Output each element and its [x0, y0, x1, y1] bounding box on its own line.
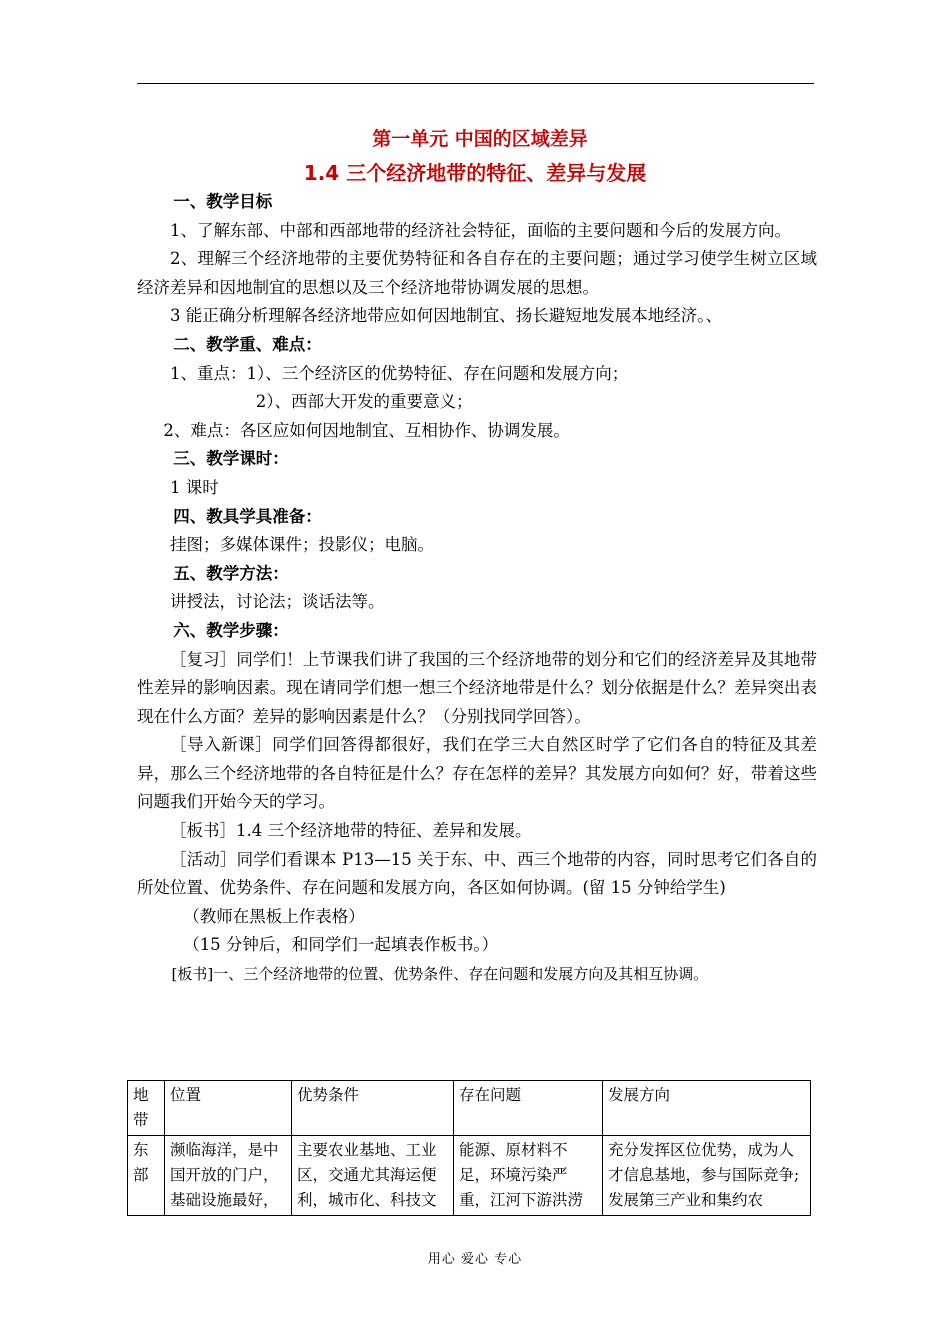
table-cell: 能源、原材料不足，环境污染严重，江河下游洪涝 [454, 1136, 603, 1216]
header-rule [137, 83, 814, 84]
table-cell: 东部 [128, 1136, 165, 1216]
header-cell: 发展方向 [603, 1081, 811, 1136]
table-cell: 濒临海洋，是中国开放的门户，基础设施最好， [165, 1136, 292, 1216]
header-cell: 地带 [128, 1081, 165, 1136]
paragraph: （教师在黑板上作表格） [183, 906, 365, 926]
section-heading: 三、教学课时： [173, 449, 289, 469]
lesson-title: 1.4 三个经济地带的特征、差异与发展 [303, 161, 647, 185]
page-footer: 用心 爱心 专心 [427, 1252, 523, 1267]
header-cell: 优势条件 [292, 1081, 454, 1136]
paragraph: 3 能正确分析理解各经济地带应如何因地制宜、扬长避短地发展本地经济。、 [170, 306, 722, 326]
unit-title: 第一单元 中国的区域差异 [372, 128, 588, 150]
header-cell: 位置 [165, 1081, 292, 1136]
lesson-body [137, 188, 817, 989]
table-cell: 充分发挥区位优势，成为人才信息基地，参与国际竞争;发展第三产业和集约农 [603, 1136, 811, 1216]
paragraph: ［板书］1.4 三个经济地带的特征、差异和发展。 [170, 821, 532, 841]
section-heading: 一、教学目标 [173, 192, 273, 211]
section-heading: 四、教具学具准备： [173, 506, 322, 526]
economic-zones-table [127, 1080, 811, 1216]
paragraph: [板书]一、三个经济地带的位置、优势条件、存在问题和发展方向及其相互协调。 [171, 965, 709, 984]
header-cell: 存在问题 [454, 1081, 603, 1136]
paragraph: ［活动］同学们看课本 P13—15 关于东、中、西三个地带的内容，同时思考它们各自的所处位置、优势条件、存在问题和发展方向，各区如何协调。(留 15 分钟给学生) [137, 849, 817, 898]
section-heading: 五、教学方法： [173, 563, 289, 583]
table-header-row [128, 1081, 811, 1136]
section-heading: 六、教学步骤： [173, 620, 289, 640]
paragraph: （15 分钟后，和同学们一起填表作板书。） [183, 935, 499, 955]
table-cell: 主要农业基地、工业区，交通尤其海运便利，城市化、科技文 [292, 1136, 454, 1216]
paragraph: 2、难点：各区应如何因地制宜、互相协作、协调发展。 [163, 420, 570, 440]
paragraph: ［导入新课］同学们回答得都很好，我们在学三大自然区时学了它们各自的特征及其差异，那么三个经济地带的各自特征是什么？存在怎样的差异？其发展方向如何？好，带着这些问题我们开始今天的学习。 [137, 735, 817, 812]
paragraph: 1 课时 [170, 477, 219, 497]
paragraph: 讲授法，讨论法；谈话法等。 [170, 592, 385, 612]
paragraph: 2）、西部大开发的重要意义； [255, 392, 473, 412]
table-row [128, 1136, 811, 1216]
paragraph: 2、理解三个经济地带的主要优势特征和各自存在的主要问题；通过学习使学生树立区域经济差异和因地制宜的思想以及三个经济地带协调发展的思想。 [137, 249, 817, 297]
paragraph: 挂图；多媒体课件；投影仪；电脑。 [170, 535, 434, 555]
paragraph: 1、重点：1）、三个经济区的优势特征、存在问题和发展方向； [170, 363, 629, 383]
paragraph: 1、了解东部、中部和西部地带的经济社会特征，面临的主要问题和今后的发展方向。 [170, 220, 791, 240]
section-heading: 二、教学重、难点： [173, 334, 322, 354]
paragraph: ［复习］同学们！上节课我们讲了我国的三个经济地带的划分和它们的经济差异及其地带性差异的影响因素。现在请同学们想一想三个经济地带是什么？划分依据是什么？差异突出表现在什么方面？差异的影响因素是什么？（分别找同学回答）。 [137, 649, 817, 726]
